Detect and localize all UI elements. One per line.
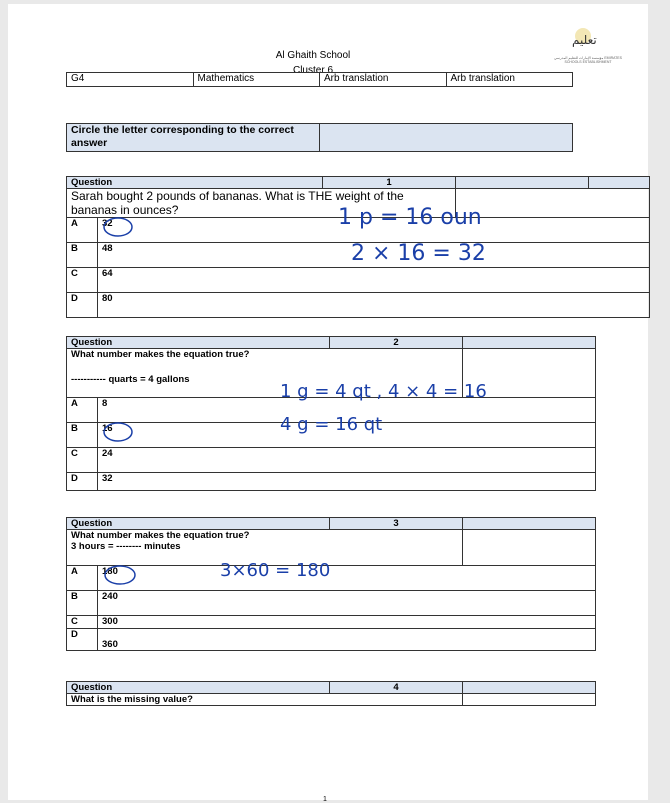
handwriting-q2-line1: 1 g = 4 qt , 4 × 4 = 16: [280, 381, 487, 402]
option-letter: D: [67, 293, 98, 318]
instruction-text: Circle the letter corresponding to the correct answer: [67, 124, 320, 152]
option-letter: C: [67, 268, 98, 293]
option-value[interactable]: 8: [98, 398, 596, 423]
question-number: 3: [330, 518, 463, 530]
option-letter: C: [67, 448, 98, 473]
option-value[interactable]: 32: [98, 473, 596, 491]
option-value[interactable]: 300: [98, 616, 596, 629]
question-prompt: Sarah bought 2 pounds of bananas. What is THE weight of the bananas in ounces?: [67, 189, 456, 218]
logo-caption: مؤسسة الإمارات للتعليم المدرسي EMIRATES SCHOOLS ESTABLISHMENT: [554, 56, 622, 64]
option-value[interactable]: 64: [98, 268, 650, 293]
question-label: Question: [67, 177, 323, 189]
worksheet-page: [8, 4, 648, 803]
answer-circle-q1: [104, 218, 132, 236]
question-prompt: What is the missing value?: [67, 694, 463, 706]
answer-circle-q2: [104, 423, 132, 441]
option-value[interactable]: 48: [98, 243, 650, 268]
question-label: Question: [67, 337, 330, 349]
handwriting-q1-line1: 1 p = 16 oun: [338, 205, 482, 230]
question-equation: ----------- quarts = 4 gallons: [71, 374, 190, 385]
translation-cell-1: Arb translation: [320, 73, 447, 87]
question-number: 4: [330, 682, 463, 694]
question-prompt: What number makes the equation true?: [71, 530, 250, 541]
option-letter: B: [67, 423, 98, 448]
handwriting-layer: [8, 4, 648, 800]
option-value[interactable]: 32: [98, 218, 650, 243]
option-letter: A: [67, 218, 98, 243]
option-value[interactable]: 180: [98, 566, 596, 591]
question-number: 1: [323, 177, 456, 189]
handwriting-q1-line2: 2 × 16 = 32: [351, 241, 486, 266]
translation-cell-2: Arb translation: [446, 73, 573, 87]
option-letter: D: [67, 629, 98, 651]
question-label: Question: [67, 682, 330, 694]
cluster-label: Cluster 6: [292, 65, 333, 76]
question-label: Question: [67, 518, 330, 530]
subject-cell: Mathematics: [193, 73, 320, 87]
grade-cell: G4: [67, 73, 194, 87]
question-equation: 3 hours = -------- minutes: [71, 541, 181, 552]
option-letter: A: [67, 398, 98, 423]
option-letter: D: [67, 473, 98, 491]
option-letter: A: [67, 566, 98, 591]
school-name: Al Ghaith School: [275, 50, 351, 61]
option-letter: C: [67, 616, 98, 629]
option-letter: B: [67, 243, 98, 268]
question-number: 2: [330, 337, 463, 349]
page-number: 1: [323, 796, 327, 803]
option-letter: B: [67, 591, 98, 616]
option-value[interactable]: 80: [98, 293, 650, 318]
option-value[interactable]: 360: [98, 629, 596, 651]
answer-circle-q3: [105, 566, 135, 584]
option-value[interactable]: 16: [98, 423, 596, 448]
handwriting-q3: 3×60 = 180: [220, 560, 331, 581]
question-prompt: What number makes the equation true?: [71, 349, 250, 360]
logo-glyph: تعليم: [572, 33, 597, 47]
option-value[interactable]: 240: [98, 591, 596, 616]
handwriting-q2-line2: 4 g = 16 qt: [280, 414, 383, 435]
option-value[interactable]: 24: [98, 448, 596, 473]
